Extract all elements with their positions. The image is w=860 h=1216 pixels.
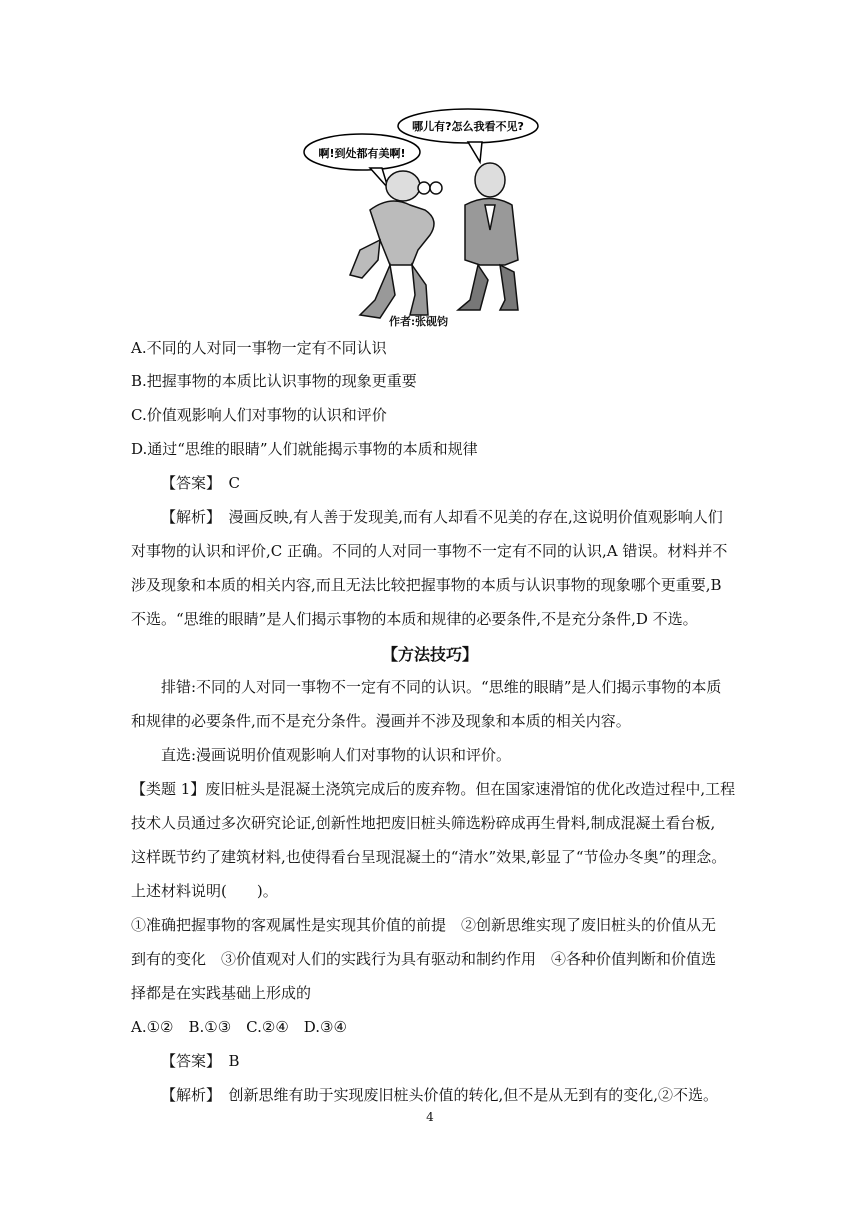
option-b: B.把握事物的本质比认识事物的现象更重要 [131, 372, 417, 390]
page-number: 4 [426, 1110, 434, 1124]
method-line: 和规律的必要条件,而不是充分条件。漫画并不涉及现象和本质的相关内容。 [131, 712, 631, 730]
question-2-line: ①准确把握事物的客观属性是实现其价值的前提 ②创新思维实现了废旧桩头的价值从无 [131, 916, 717, 934]
method-line: 直选:漫画说明价值观影响人们对事物的认识和评价。 [161, 746, 512, 764]
question-2-options: A.①② B.①③ C.②④ D.③④ [131, 1018, 347, 1036]
question-2-line: 【类题 1】废旧桩头是混凝土浇筑完成后的废弃物。但在国家速滑馆的优化改造过程中,工程 [131, 780, 736, 798]
option-c: C.价值观影响人们对事物的认识和评价 [131, 406, 387, 424]
question-2-line: 这样既节约了建筑材料,也使得看台呈现混凝土的“清水”效果,彰显了“节俭办冬奥”的理念。 [131, 848, 727, 866]
analysis-1-line: 【解析】 漫画反映,有人善于发现美,而有人却看不见美的存在,这说明价值观影响人们 [161, 508, 723, 526]
question-2-line: 技术人员通过多次研究论证,创新性地把废旧桩头筛选粉碎成再生骨料,制成混凝土看台板, [131, 814, 716, 832]
method-heading: 【方法技巧】 [381, 645, 478, 664]
cartoon-caption: 作者:张砚钧 [389, 315, 449, 328]
option-a: A.不同的人对同一事物一定有不同认识 [131, 339, 387, 357]
analysis-1-line: 涉及现象和本质的相关内容,而且无法比较把握事物的本质与认识事物的现象哪个更重要,B [131, 576, 722, 594]
analysis-1-line: 对事物的认识和评价,C 正确。不同的人对同一事物不一定有不同的认识,A 错误。材料并不 [131, 542, 728, 560]
left-figure [350, 171, 442, 318]
analysis-2: 【解析】 创新思维有助于实现废旧桩头价值的转化,但不是从无到有的变化,②不选。 [161, 1086, 719, 1104]
bubble-left-text: 啊!到处都有美啊! [318, 147, 406, 160]
cartoon-illustration [300, 100, 560, 330]
method-line: 排错:不同的人对同一事物不一定有不同的认识。“思维的眼睛”是人们揭示事物的本质 [161, 678, 722, 696]
bubble-right-text: 哪儿有?怎么我看不见? [412, 120, 524, 133]
analysis-1-line: 不选。“思维的眼睛”是人们揭示事物的本质和规律的必要条件,不是充分条件,D 不选。 [131, 610, 698, 628]
answer-1: 【答案】 C [161, 474, 240, 492]
answer-2: 【答案】 B [161, 1052, 240, 1070]
question-2-line: 择都是在实践基础上形成的 [131, 984, 312, 1002]
question-2-line: 到有的变化 ③价值观对人们的实践行为具有驱动和制约作用 ④各种价值判断和价值选 [131, 950, 717, 968]
right-figure [458, 163, 518, 310]
option-d: D.通过“思维的眼睛”人们就能揭示事物的本质和规律 [131, 440, 478, 458]
question-2-line: 上述材料说明( )。 [131, 882, 278, 900]
